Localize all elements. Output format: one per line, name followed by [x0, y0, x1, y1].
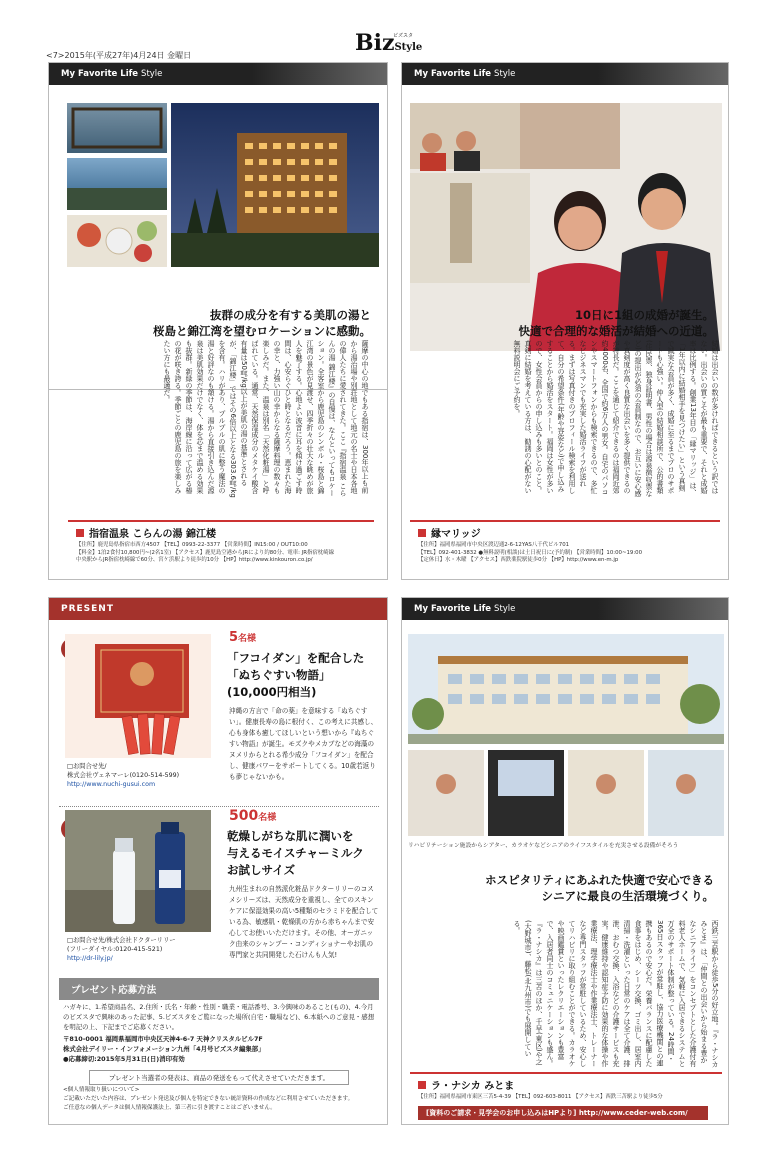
privacy-policy [63, 1086, 379, 1113]
panel2-body-text: 結婚は出会いの数が多ければできるという訳ではない。出会いの質こそが最も重要で、それと成婚率は比例する。創業13年目の「縁マリッジ」は、「1年以内に結婚相手を見つけたい」という真剣で誠実な会員が多く、成婚に至るまでプロのサポートも心強い。仲人型の結婚相談所で、公的書類(住民票、独身証明書、男性の場合は源泉徴収票など)の提出が必須の会員制なので、お互いに安心感や真剣度が高く良質な出会いを多く提供できるのが特長だ。ここを通じて紹介できるのは福岡近郊約4000名、全国で約6万人の男女。自宅のパソコンやスマートフォンからも検索できるので、多忙なビジネスマンでも充実した婚活ライフが送れる。まずは写真付きのプロフィール検索を利用して、自分の希望条件(年齢や容姿など)で申し込みすることから婚活をスタート。福岡は女性が多いので、女性会員からの申し込みも多いとのこと。真剣に結婚を考えている方は、勧誘の心配がない無料説明会にご予約を。 [513, 340, 719, 497]
item1-winners [229, 630, 256, 645]
item1-contact [67, 762, 217, 789]
hotel-photo [67, 103, 379, 267]
info-name: 指宿温泉 こらんの湯 錦江楼 [89, 529, 216, 540]
hotel-photo-collage [67, 103, 379, 267]
bar-style: Style [141, 69, 163, 79]
red-square-icon [418, 529, 426, 537]
address-line2: 株式会社デイリー・インフォメーション九州「4月号ビズスタ編集部」 [63, 1045, 265, 1053]
headline-line1: ホスピタリティにあふれた快適で安心できる [485, 873, 714, 887]
product1-photo [65, 634, 211, 758]
headline-line1: 10日に1組の成婚が誕生。 [574, 308, 714, 322]
facility-photo-collage [408, 634, 724, 836]
panel2-headline [414, 307, 714, 339]
nuchigusui-product-photo [65, 634, 211, 758]
info-line2: 【TEL】092-401-3832 ●無料説明(相談)は土日祝日に(予約制) 【営業時間】10:00~19:00 [418, 549, 643, 556]
bar-style: Style [494, 604, 516, 614]
item1-title [227, 650, 387, 701]
winners-count: 5 [229, 630, 239, 645]
issue-date: <7>2015年(平成27年)4月24日 金曜日 [46, 51, 192, 60]
panel1-border-extension [48, 388, 388, 580]
apply-instructions: ハガキに、1.希望商品名、2.住所・氏名・年齢・性別・職業・電話番号、3.今興味のあること(もの)、4.今月のビズスタで興味のあった記事、5.ビズスタをご覧になった場所(自宅・職場など)、6.本紙へのご意見・感想を明記の上、下記までご応募ください。 [63, 1003, 375, 1031]
winners-unit: 名様 [258, 813, 277, 823]
panel1-body-text: 薩摩の中心の地でもある指宿は、300年以上も前から湯治場や別荘地として地元の名士や日本各地の偉人たちに愛されてきた。ここ『指宿温泉 こらんの湯 錦江楼』の自慢は、なんといってもロケーション。全客室から鹿児島のシンボル・桜島と錦江湾の景色が見渡せ、四季折々の壮大な眺めが旅人を魅了する。心地よい波音に耳を傾け過ごす時間は、心安らぐひと時となるだろう。恵まれた海の幸と、力強い山の幸からなる薩摩料理の数々も楽しみだ。また、温泉は別名「天然化粧湯」と呼ばれている。通常、天然保湿成分のメタケイ酸含有量は50㎎/kg以上が美肌の湯の基準とされるが、「錦江楼」ではその6倍以上となる303.6㎎/kgを含有。ハリがあり、プルプルの肌に整う魔法の湯と好評なのも頷ける。湯から直接引き込んだ源泉は美肌効果だけでなく、体を芯まで温める効果も抜群。新緑の季節は、海岸線に沿って広がる椿の花が咲き誇る。季節ごとの鹿児島の旅を楽しみたい方にも最適だ。 [163, 340, 369, 498]
info-line3: 【定休日】水・木曜 【アクセス】西鉄薬院駅徒歩0分 【HP】http://www.en-m.jp [418, 557, 619, 564]
panel-present [48, 597, 388, 1125]
privacy-line2: ご任意なの個人データは個人情報保護法上、第三者に引き渡すことはございません。 [63, 1105, 276, 1111]
info-line1: 【住所】福岡県福岡市東区三苫5-4-39 【TEL】092-603-8011 【アクセス】西鉄三苫駅より徒歩5分 [418, 1094, 663, 1100]
title-line2: 与えるモイスチャーミルク [227, 846, 364, 860]
panel4-body-text: 西鉄三苫駅から徒歩5分の好立地。『ラ・ナシカ みとま』は、「仲間との出会いから始まる豊かなシニアライフ」をコンセプトとした介護付有料老人ホームで、気軽に入居できるシステムと万全のサポート体制が整っている。24時間・365日スタッフが常駐し、協力医療機関との連携もあるので安心だ。栄養バランスに配慮した食事をはじめ、シーツ交換、ゴミ出し、居室内清掃・洗濯といった日常のケアは全て介護、排泄、おむつ交換、入浴などの介護サービスも充実。健康維持や認知症予防に効果的な体操や作業療法、理学療法士や作業療法士、トレーナーなど専門スタッフが常駐しているため、安心してリハビリに取り組むことができる。カラオケや映画鑑賞といったレクリエーションも豊富で、入居者同士のコミュニケーションも盛ん。『ラ・ナシカ』は三苫のほか、千早(東区)や之(大野城市)、藤松(北九州市)でも展開している。 [513, 920, 719, 1068]
title-line2: 「ぬちぐすい物語」 [227, 668, 331, 682]
panel-header-bar [49, 63, 387, 85]
present-header-bar: PRESENT [49, 598, 387, 620]
logo-sub: Style [394, 42, 423, 53]
contact-label: □お問合せ先/株式会社ドクターリリー [67, 937, 176, 944]
logo-main: Biz [355, 30, 395, 56]
panel-en-marriage [401, 62, 729, 580]
biz-style-logo [355, 30, 422, 56]
info-name: ラ・ナシカ みとま [431, 1081, 515, 1092]
info-line1: 【住所】鹿児島県指宿市西方4507 【TEL】0993-22-3377 【営業時間】IN15:00 / OUT10:00 [76, 542, 308, 548]
present-divider [59, 806, 379, 807]
red-square-icon [418, 1081, 426, 1089]
contact-label: □お問合せ先/ [67, 763, 107, 770]
title-line3: (10,000円相当) [227, 685, 317, 699]
bar-label: My Favorite Life [414, 604, 492, 614]
winners-count: 500 [229, 808, 259, 824]
winner-notice: プレゼント当選者の発表は、商品の発送をもって代えさせていただきます。 [89, 1070, 349, 1085]
info-line1: 【住所】福岡県福岡市中央区渡辺通2-6-12YAS八千代ビル701 [418, 542, 570, 548]
contact-phone: (フリーダイヤル:0120-415-521) [67, 946, 163, 953]
info-request-bar[interactable]: [資料のご請求・見学会のお申し込みはHPより] http://www.ceder-web.com/ [418, 1106, 708, 1120]
bar-label: My Favorite Life [61, 69, 139, 79]
facility-photo [408, 634, 724, 836]
panel-header-bar [402, 63, 728, 85]
address-line1: 〒810-0001 福岡県福岡市中央区天神4-6-7 天神クリスタルビル7F [63, 1035, 263, 1043]
apply-method-title: プレゼント応募方法 [59, 978, 379, 1000]
item2-contact [67, 936, 227, 963]
panel-header-bar [402, 598, 728, 620]
item2-description: 九州生まれの自然派化粧品ドクターリリーのコスメシリーズは、天然成分を重視し、全てのスキンケアに保湿効果の高い5種類のセラミドを配合している為、敏感肌・乾燥肌の方から赤ちゃんまで安心してお使いいただけます。その他、オーガニック由来のシャンプー・コンディショナーやお肌の専門家と共同開発した石けんも人気! [229, 885, 379, 959]
panel2-info-box [410, 520, 720, 574]
photo-caption: リハビリテーション施設からシアター、カラオケなどシニアのライフスタイルを充実させる設備がそろう [408, 843, 679, 849]
panel1-headline [51, 307, 371, 339]
logo-kana: ビズスタ [393, 33, 414, 39]
headline-line2: シニアに最良の生活環境づくり。 [541, 889, 714, 903]
title-line1: 乾燥しがちな肌に潤いを [227, 829, 354, 843]
item1-description: 沖縄の方言で「命の薬」を意味する「ぬちぐすい」。健康長寿の島に根付く、この考えに共感し、心も身体も癒してほしいという想いから『ぬちぐすい物語』が誕生。モズクやメカブなどの海藻のヌメリからとれる希少成分「フコイダン」を配合し、健康パワーをサポートしてくる。10歳若返りも夢じゃないかも。 [229, 707, 378, 781]
winners-unit: 名様 [238, 634, 257, 644]
headline-line2: 快適で合理的な婚活が結婚への近道。 [518, 324, 714, 338]
panel4-headline [404, 872, 714, 904]
contact-url-link[interactable]: http://dr-lily.jp/ [67, 955, 113, 962]
bar-label: My Favorite Life [414, 69, 492, 79]
contact-url-link[interactable]: http://www.nuchi-gusui.com [67, 781, 156, 788]
info-line3: 中央駅からJR指宿枕崎線で60分、宮ケ浜駅より徒歩約10分 【HP】http://www.kinkouron.co.jp/ [76, 557, 313, 564]
panel-la-nasica [401, 597, 729, 1125]
title-line3: お試しサイズ [227, 863, 296, 877]
privacy-line1: ご記載いただいた内容は、プレゼント発送及び個人を特定できない統計資料の作成などに利用させていただきます。 [63, 1096, 354, 1102]
apply-address [63, 1034, 379, 1064]
info-line2: 【料金】1泊2食付10,800円~(2名1室) 【アクセス】鹿児島空港からJRにより約80分、電車: JR指宿枕崎線 [76, 549, 334, 556]
headline-line1: 抜群の成分を有する美肌の湯と [210, 308, 371, 322]
info-name: 縁マリッジ [431, 529, 481, 540]
panel4-info-box [410, 1072, 722, 1120]
privacy-title: <個人情報取り扱いについて> [63, 1087, 140, 1093]
headline-line2: 桜島と錦江湾を望むロケーションに感動。 [152, 324, 371, 338]
drlily-product-photo [65, 810, 211, 932]
item2-winners [229, 808, 276, 824]
item2-title [227, 828, 387, 879]
deadline: ●応募締切:2015年5月31日(日)消印有効 [63, 1055, 185, 1063]
title-line1: 「フコイダン」を配合した [227, 651, 365, 665]
contact-company: 株式会社ヴェネマーレ(0120-514-599) [67, 772, 180, 779]
product2-photo [65, 810, 211, 932]
bar-style: Style [494, 69, 516, 79]
